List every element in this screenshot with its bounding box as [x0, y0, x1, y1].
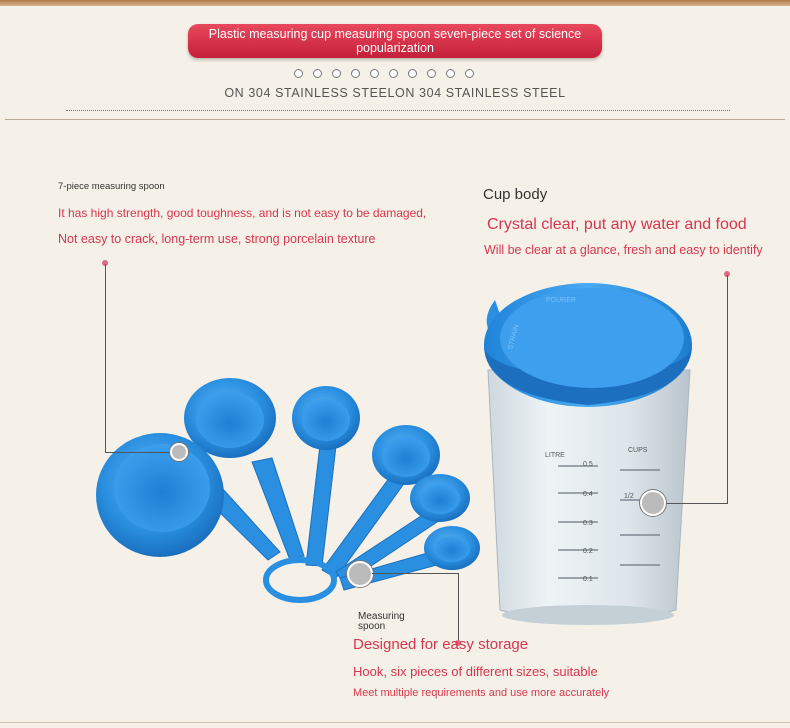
scale-label: 0.4 [583, 491, 593, 498]
hook-ring [266, 560, 334, 600]
side-text: STRAIN [507, 323, 521, 351]
page-title-text: Plastic measuring cup measuring spoon seven-piece set of science popularization [208, 27, 582, 55]
litre-label: LITRE [545, 452, 565, 459]
spoon-pointer-knob [170, 443, 188, 461]
connector-line [664, 503, 728, 504]
connector-line [458, 573, 459, 641]
connector-line [105, 264, 106, 452]
cup-callout-heading: Cup body [483, 186, 548, 203]
storage-callout-heading: Designed for easy storage [353, 636, 529, 653]
connector-line [372, 573, 459, 574]
scale-label: 0.1 [583, 576, 593, 583]
storage-callout-label: Measuring spoon [358, 611, 405, 632]
scale-label: 0.3 [583, 520, 593, 527]
connector-line [105, 452, 171, 453]
lid-text: POURER [546, 297, 576, 304]
cup-callout-line1: Crystal clear, put any water and food [487, 216, 747, 233]
storage-callout-line1: Hook, six pieces of different sizes, suitable [353, 664, 598, 679]
cups-scale-label: 1/2 [624, 493, 634, 500]
cup-callout-line2: Will be clear at a glance, fresh and easy to identify [484, 243, 763, 257]
scale-label: 0.2 [583, 548, 593, 555]
connector-line [727, 275, 728, 503]
scale-label: 0.5 [583, 461, 593, 468]
bottom-divider [0, 722, 790, 723]
spoon-callout-line2: Not easy to crack, long-term use, strong porcelain texture [58, 232, 376, 246]
storage-callout-line2: Meet multiple requirements and use more accurately [353, 687, 610, 699]
spoon-callout-heading: 7-piece measuring spoon [58, 181, 165, 192]
cup-pointer-knob [640, 490, 666, 516]
spoon-callout-line1: It has high strength, good toughness, and is not easy to be damaged, [58, 206, 427, 220]
storage-pointer-knob [347, 561, 373, 587]
page-subtitle: ON 304 STAINLESS STEELON 304 STAINLESS STEEL [224, 86, 566, 100]
cups-label: CUPS [628, 447, 648, 454]
